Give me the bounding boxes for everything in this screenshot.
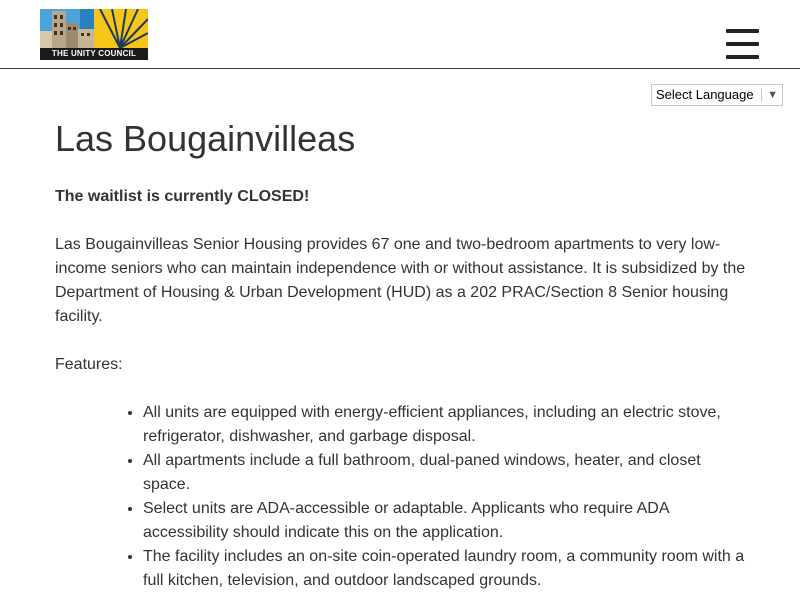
hamburger-menu-icon[interactable] — [726, 28, 760, 60]
features-label: Features: — [55, 356, 123, 373]
list-item: • All apartments include a full bathroom, dual-paned windows, heater, and closet space. — [143, 449, 750, 497]
features-list — [55, 401, 750, 593]
description-paragraph: Las Bougainvilleas Senior Housing provides 67 one and two-bedroom apartments to very low-income seniors who can maintain independence with or without assistance. It is subsidized by the Department of Housing & Urban Development (HUD) as a 202 PRAC/Section 8 Senior housing facility. — [55, 236, 746, 325]
page-title: Las Bougainvilleas — [55, 118, 356, 159]
site-header — [0, 0, 800, 69]
waitlist-notice: The waitlist is currently CLOSED! — [55, 188, 310, 205]
unity-council-logo[interactable] — [40, 9, 148, 60]
language-select[interactable] — [651, 84, 783, 106]
language-select-label: Select Language — [656, 87, 754, 102]
list-item: • The facility includes an on-site coin-operated laundry room, a community room with a full kitchen, television, and outdoor landscaped grounds. — [143, 545, 750, 593]
main-content — [55, 185, 750, 593]
chevron-down-icon: ▼ — [761, 88, 778, 102]
logo-text: THE UNITY COUNCIL — [40, 48, 148, 60]
list-item: • Select units are ADA-accessible or adaptable. Applicants who require ADA accessibility should indicate this on the application. — [143, 497, 750, 545]
logo-graphic-icon — [40, 9, 148, 48]
list-item: • All units are equipped with energy-efficient appliances, including an electric stove, refrigerator, dishwasher, and garbage disposal. — [143, 401, 750, 449]
